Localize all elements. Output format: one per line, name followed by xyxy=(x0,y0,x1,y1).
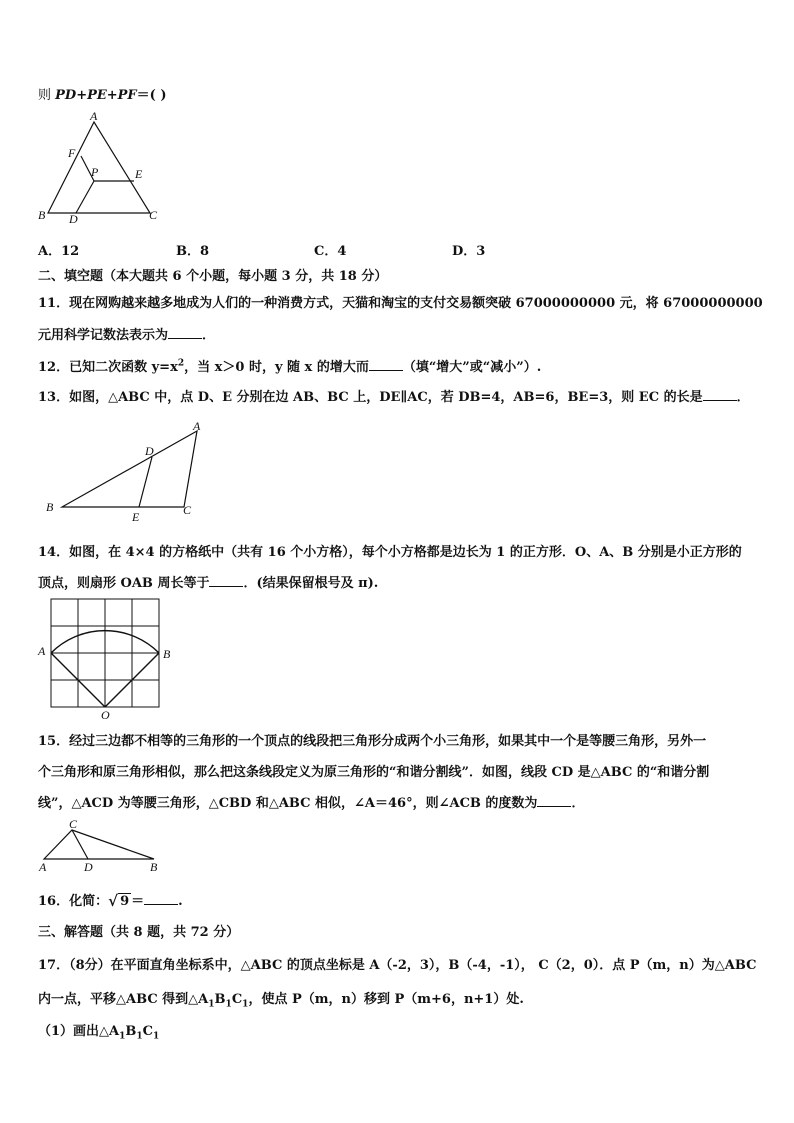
q14-line2 xyxy=(38,572,378,591)
q13-label-b: B xyxy=(46,500,54,514)
q17-sub1-b: B xyxy=(125,1024,137,1039)
q14-answer-blank[interactable] xyxy=(209,574,243,587)
q11-line2-prefix: 元用科学记数法表示为 xyxy=(38,328,169,343)
q15-triangle-abc xyxy=(44,830,154,859)
q14-label-b: B xyxy=(163,647,171,661)
q17-line2-c: C xyxy=(231,992,243,1007)
q17-sub-a1: 1 xyxy=(208,999,215,1010)
q10-label-b: B xyxy=(38,208,46,222)
q12-prefix: 12．已知二次函数 y=x xyxy=(38,360,178,375)
q10-stem-prefix: 则 xyxy=(38,88,56,103)
q13-label-a: A xyxy=(193,419,201,433)
q15-figure xyxy=(36,818,166,874)
q10-label-d: D xyxy=(69,212,78,224)
q16-line xyxy=(38,890,183,909)
q14-figure xyxy=(36,596,176,722)
q15-line1: 15．经过三边都不相等的三角形的一个顶点的线段把三角形分成两个小三角形，如果其中一个是等腰三角形，另外一 xyxy=(38,734,707,749)
q15-label-c: C xyxy=(69,818,78,831)
q17-sub1-sub-a1: 1 xyxy=(119,1031,126,1042)
q10-label-e: E xyxy=(135,167,143,181)
radical-sign-icon: √ xyxy=(108,892,118,910)
section3-title: 三、解答题（共 8 题，共 72 分） xyxy=(38,925,240,940)
q17-sub-c1: 1 xyxy=(242,999,249,1010)
q10-label-f: F xyxy=(68,146,76,160)
q10-choice-b[interactable]: B．8 xyxy=(176,244,210,259)
q12-middle: ，当 x＞0 时，y 随 x 的增大而 xyxy=(184,360,369,375)
q16-prefix: 16．化简： xyxy=(38,894,109,909)
q14-line2-prefix: 顶点，则扇形 OAB 周长等于 xyxy=(38,576,210,591)
q17-line2-a: 内一点，平移△ABC 得到△A xyxy=(38,992,209,1007)
q13-triangle-abc xyxy=(62,431,197,507)
q17-sub1-a: （1）画出△A xyxy=(38,1024,120,1039)
q17-line2-d: ，使点 P（m，n）移到 P（m+6，n+1）处. xyxy=(248,992,524,1007)
q12-superscript: 2 xyxy=(177,358,185,369)
q14-label-o: O xyxy=(101,708,110,722)
q17-line2 xyxy=(38,988,524,1010)
q16-sqrt xyxy=(108,894,131,909)
q11-line1: 11．现在网购越来越多地成为人们的一种消费方式，天猫和淘宝的支付交易额突破 67000000000 元，将 67000000000 xyxy=(38,296,763,311)
q17-line1: 17．（8分）在平面直角坐标系中，△ABC 的顶点坐标是 A（-2，3），B（-4，-1）， C（2，0）．点 P（m，n）为△ABC xyxy=(38,958,757,973)
q13-answer-blank[interactable] xyxy=(703,388,737,401)
q17-sub1 xyxy=(38,1020,159,1042)
q10-label-c: C xyxy=(149,208,158,222)
q15-answer-blank[interactable] xyxy=(537,794,571,807)
q11-line2 xyxy=(38,324,215,343)
q13-label-e: E xyxy=(132,510,140,524)
q17-sub-b1: 1 xyxy=(225,999,232,1010)
q10-choice-d[interactable]: D．3 xyxy=(452,244,486,259)
q17-sub1-sub-b1: 1 xyxy=(136,1031,143,1042)
q10-choice-c[interactable]: C．4 xyxy=(314,244,347,259)
q14-line2-suffix: ．(结果保留根号及 π). xyxy=(243,576,379,591)
q13-text: 13．如图，△ABC 中，点 D、E 分别在边 AB、BC 上，DE∥AC，若 DB=4，AB=6，BE=3，则 EC 的长是 xyxy=(38,390,703,405)
q12-answer-blank[interactable] xyxy=(369,358,403,371)
q15-label-d: D xyxy=(84,860,93,874)
q10-stem-suffix: ＝( ) xyxy=(136,88,167,103)
q17-sub1-sub-c1: 1 xyxy=(153,1031,160,1042)
q14-line1: 14．如图，在 4×4 的方格纸中（共有 16 个小方格），每个小方格都是边长为 1 的正方形．O、A、B 分别是小正方形的 xyxy=(38,545,742,560)
q12-line xyxy=(38,356,541,375)
q10-figure xyxy=(36,112,166,224)
q13-label-c: C xyxy=(183,503,192,517)
q15-label-a: A xyxy=(39,860,47,874)
section2-title: 二、填空题（本大题共 6 个小题，每小题 3 分，共 18 分） xyxy=(38,269,388,284)
q11-answer-blank[interactable] xyxy=(168,326,202,339)
q10-label-a: A xyxy=(90,112,98,123)
q10-label-p: P xyxy=(91,165,99,179)
q16-suffix: ＝ xyxy=(131,894,145,909)
q15-line3-suffix: ． xyxy=(571,796,585,811)
q10-stem xyxy=(38,84,167,103)
q15-line3-prefix: 线”，△ACD 为等腰三角形，△CBD 和△ABC 相似，∠A＝46°，则∠ACB 的度数为 xyxy=(38,796,538,811)
q17-sub1-c: C xyxy=(142,1024,154,1039)
q14-grid xyxy=(51,599,159,707)
q11-line2-suffix: ． xyxy=(202,328,216,343)
q10-choice-a[interactable]: A．12 xyxy=(38,244,80,259)
q10-stem-expression: PD+PE+PF xyxy=(55,88,137,103)
q15-label-b: B xyxy=(150,860,158,874)
q15-line3 xyxy=(38,792,584,811)
q16-radicand: 9 xyxy=(120,894,130,909)
q14-label-a: A xyxy=(38,644,46,658)
q17-line2-b: B xyxy=(214,992,226,1007)
q13-label-d: D xyxy=(145,444,154,458)
q13-line xyxy=(38,386,750,405)
q13-segment-de xyxy=(139,457,152,507)
q13-figure xyxy=(42,418,212,526)
q12-suffix: （填“增大”或“减小”）. xyxy=(402,360,542,375)
q13-suffix: ． xyxy=(736,390,750,405)
q10-segment-pd xyxy=(76,181,94,213)
q16-end: . xyxy=(178,894,183,909)
q15-line2: 个三角形和原三角形相似，那么把这条线段定义为原三角形的“和谐分割线”．如图，线段 CD 是△ABC 的“和谐分割 xyxy=(38,765,710,780)
q16-answer-blank[interactable] xyxy=(144,892,178,905)
